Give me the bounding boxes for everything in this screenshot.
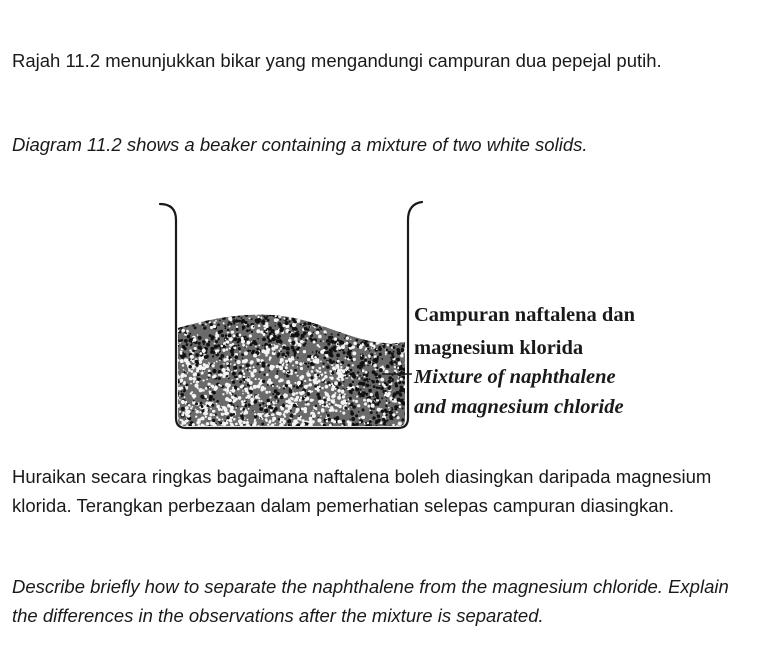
label-malay-line2: magnesium klorida: [414, 337, 584, 359]
intro-english: Diagram 11.2 shows a beaker containing a mixture of two white solids.: [12, 134, 588, 155]
task-malay: Huraikan secara ringkas bagaimana naftalena boleh diasingkan daripada magnesium klorida. Terangkan perbezaan dalam pemerhatian selepas campuran diasingkan.: [12, 466, 712, 516]
beaker-diagram: [150, 198, 710, 433]
task-english: Describe briefly how to separate the naphthalene from the magnesium chloride. Explain the differences in the observations after the mixture is separated.: [12, 576, 729, 626]
label-english-line2: and magnesium chloride: [414, 396, 624, 418]
label-malay-line1: Campuran naftalena dan: [414, 304, 635, 326]
intro-malay: Rajah 11.2 menunjukkan bikar yang mengandungi campuran dua pepejal putih.: [12, 50, 662, 71]
label-english-line1: Mixture of naphthalene: [414, 366, 616, 388]
solid-mixture: [174, 298, 409, 430]
